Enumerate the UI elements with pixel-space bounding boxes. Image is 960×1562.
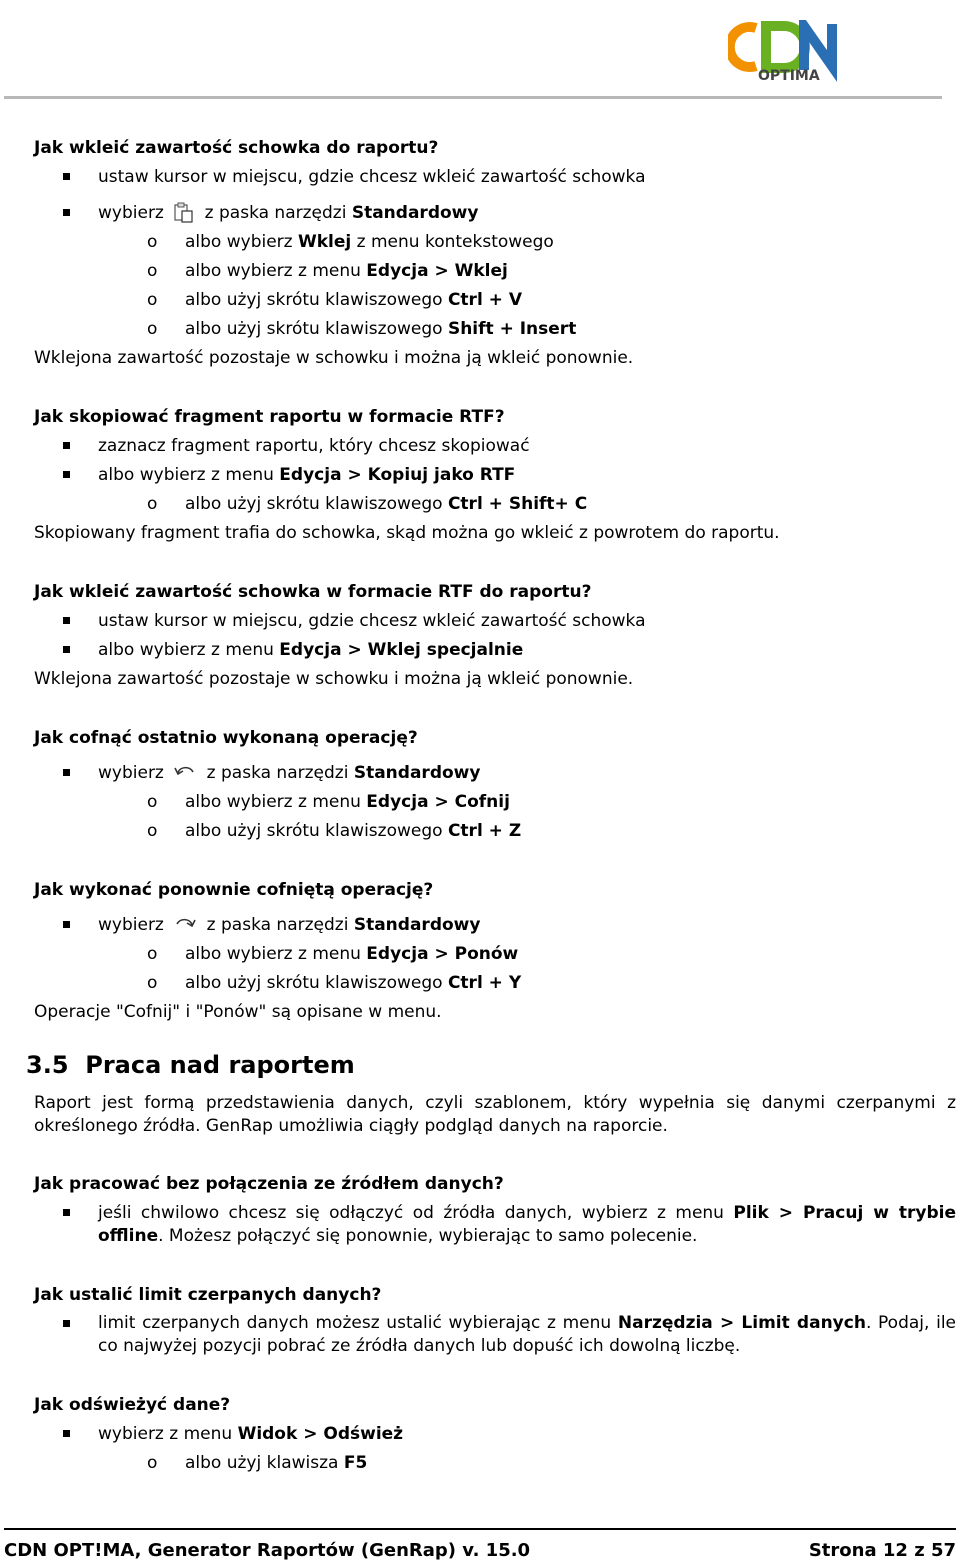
list-item: albo wybierz z menu Edycja > Wklej specjalnie: [98, 640, 524, 660]
heading-paste: Jak wkleić zawartość schowka do raportu?: [34, 138, 439, 158]
list-item: wybierz z menu Widok > Odśwież: [98, 1424, 404, 1444]
paste-icon: [173, 202, 195, 224]
heading-redo: Jak wykonać ponownie cofniętą operację?: [34, 880, 434, 900]
footer-title: CDN OPT!MA, Generator Raportów (GenRap) v. 15.0: [4, 1540, 531, 1561]
section-paragraph: Raport jest formą przedstawienia danych, czyli szablonem, który wypełnia się danymi czerpanymi z określonego źródła. GenRap umożliwia ciągły podgląd danych na raporcie.: [34, 1093, 956, 1136]
list-item: wybierz z paska narzędzi Standardowy: [98, 763, 481, 783]
list-item: jeśli chwilowo chcesz się odłączyć od źródła danych, wybierz z menu Plik > Pracuj w trybie offline. Możesz połączyć się ponownie, wybierając to samo polecenie.: [98, 1203, 956, 1246]
heading-copy-rtf: Jak skopiować fragment raportu w formacie RTF?: [34, 407, 505, 427]
bullet-circle: o: [147, 792, 158, 812]
cdn-optima-logo: [728, 20, 846, 91]
heading-undo: Jak cofnąć ostatnio wykonaną operację?: [34, 728, 418, 748]
bullet-square: [63, 769, 70, 776]
bullet-circle: o: [147, 290, 158, 310]
header-rule: [4, 96, 942, 99]
list-item: albo wybierz z menu Edycja > Ponów: [185, 944, 519, 964]
bullet-circle: o: [147, 1453, 158, 1473]
footer-rule: [4, 1528, 956, 1530]
note: Skopiowany fragment trafia do schowka, skąd można go wkleić z powrotem do raportu.: [34, 523, 780, 543]
bullet-circle: o: [147, 973, 158, 993]
list-item: albo użyj skrótu klawiszowego Ctrl + V: [185, 290, 523, 310]
list-item: albo wybierz Wklej z menu kontekstowego: [185, 232, 554, 252]
redo-icon: [173, 915, 197, 935]
list-item: zaznacz fragment raportu, który chcesz skopiować: [98, 436, 530, 456]
section-heading: 3.5 Praca nad raportem: [26, 1051, 355, 1079]
bullet-circle: o: [147, 261, 158, 281]
list-item: albo użyj skrótu klawiszowego Ctrl + Shift+ C: [185, 494, 588, 514]
bullet-circle: o: [147, 821, 158, 841]
list-item: wybierz z paska narzędzi Standardowy: [98, 915, 481, 935]
bullet-circle: o: [147, 494, 158, 514]
bullet-square: [63, 617, 70, 624]
note: Wklejona zawartość pozostaje w schowku i można ją wkleić ponownie.: [34, 669, 634, 689]
list-item: wybierz z paska narzędzi Standardowy: [98, 203, 479, 223]
list-item: albo wybierz z menu Edycja > Kopiuj jako RTF: [98, 465, 516, 485]
list-item: ustaw kursor w miejscu, gdzie chcesz wkleić zawartość schowka: [98, 611, 646, 631]
heading-refresh: Jak odświeżyć dane?: [34, 1395, 231, 1415]
bullet-square: [63, 209, 70, 216]
logo-subtitle: OPTIMA: [758, 68, 820, 84]
bullet-square: [63, 1320, 70, 1327]
bullet-square: [63, 921, 70, 928]
list-item: albo użyj skrótu klawiszowego Ctrl + Y: [185, 973, 522, 993]
list-item: ustaw kursor w miejscu, gdzie chcesz wkleić zawartość schowka: [98, 167, 646, 187]
list-item: albo użyj skrótu klawiszowego Ctrl + Z: [185, 821, 522, 841]
list-item: limit czerpanych danych możesz ustalić wybierając z menu Narzędzia > Limit danych. Podaj, ile co najwyżej pozycji pobrać ze źródła danych lub dopuść ich dowolną liczbę.: [98, 1313, 956, 1356]
heading-limit: Jak ustalić limit czerpanych danych?: [34, 1285, 382, 1305]
bullet-circle: o: [147, 232, 158, 252]
bullet-circle: o: [147, 319, 158, 339]
bullet-square: [63, 1209, 70, 1216]
bullet-circle: o: [147, 944, 158, 964]
bullet-square: [63, 1430, 70, 1437]
note: Wklejona zawartość pozostaje w schowku i można ją wkleić ponownie.: [34, 348, 634, 368]
page-number: Strona 12 z 57: [808, 1540, 956, 1561]
list-item: albo użyj klawisza F5: [185, 1453, 368, 1473]
undo-icon: [173, 763, 197, 783]
bullet-square: [63, 442, 70, 449]
list-item: albo wybierz z menu Edycja > Cofnij: [185, 792, 510, 812]
bullet-square: [63, 471, 70, 478]
note: Operacje "Cofnij" i "Ponów" są opisane w menu.: [34, 1002, 442, 1022]
list-item: albo użyj skrótu klawiszowego Shift + Insert: [185, 319, 577, 339]
bullet-square: [63, 646, 70, 653]
list-item: albo wybierz z menu Edycja > Wklej: [185, 261, 508, 281]
heading-paste-rtf: Jak wkleić zawartość schowka w formacie RTF do raportu?: [34, 582, 592, 602]
heading-offline: Jak pracować bez połączenia ze źródłem danych?: [34, 1174, 504, 1194]
bullet-square: [63, 173, 70, 180]
